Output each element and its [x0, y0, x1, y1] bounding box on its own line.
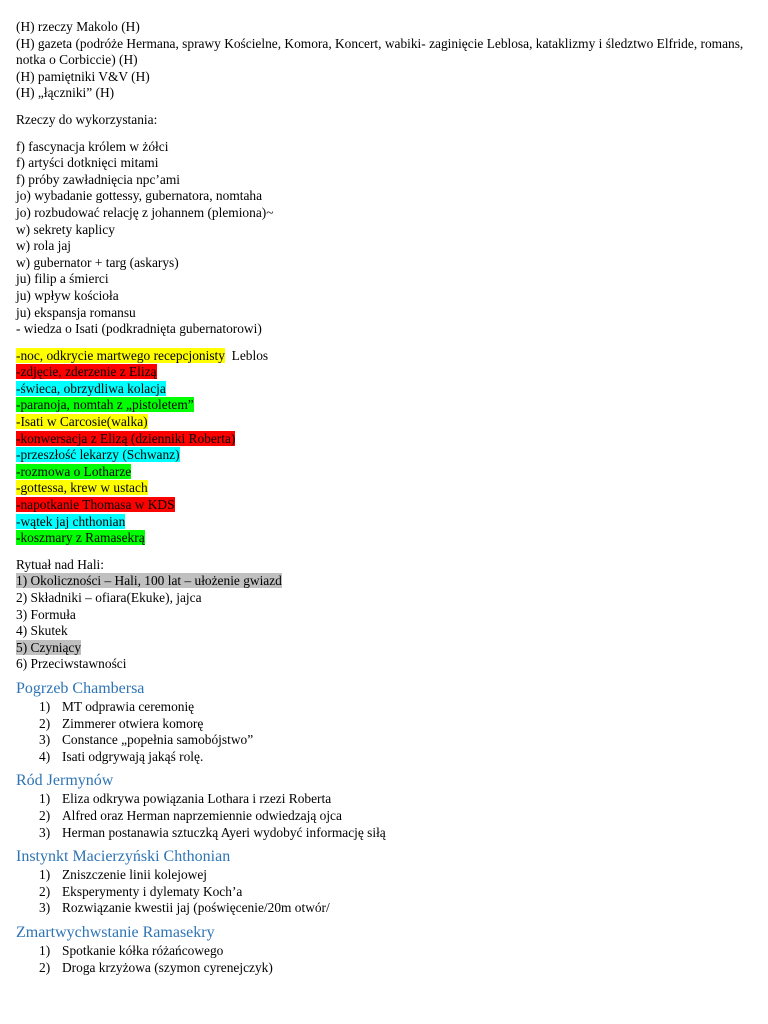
- list-item: 1) Spotkanie kółka różańcowego: [39, 942, 224, 958]
- list-item-text: Spotkanie kółka różańcowego: [62, 942, 224, 958]
- highlighted-item: [16, 348, 752, 365]
- ritual-item-text: 1) Okoliczności – Hali, 100 lat – ułożenie gwiazd: [16, 573, 282, 589]
- list-item-text: Herman postanawia sztuczką Ayeri wydobyć informację siłą: [62, 824, 386, 840]
- highlighted-item: [16, 464, 752, 481]
- list-item-text: Constance „popełnia samobójstwo”: [62, 732, 254, 748]
- things-item: jo) rozbudować relację z johannem (plemiona)~: [16, 204, 274, 220]
- list-item: 1) Zniszczenie linii kolejowej: [39, 867, 208, 883]
- numbered-list: [16, 699, 752, 765]
- things-item: w) sekrety kaplicy: [16, 221, 115, 237]
- section-heading: Zmartwychwstanie Ramasekry: [16, 923, 215, 941]
- highlighted-item: [16, 480, 752, 497]
- highlighted-item: [16, 530, 752, 547]
- list-item: 3) Constance „popełnia samobójstwo”: [39, 732, 254, 748]
- ritual-item: [16, 607, 752, 624]
- ritual-item-text: 3) Formuła: [16, 606, 76, 622]
- intro-line: (H) rzeczy Makolo (H): [16, 19, 140, 34]
- highlighted-text: -paranoja, nomtah z „pistoletem”: [16, 397, 194, 413]
- section-heading: Instynkt Macierzyński Chthonian: [16, 848, 231, 866]
- list-item-text: Isati odgrywają jakąś rolę.: [62, 748, 204, 764]
- list-item-text: Eliza odkrywa powiązania Lothara i rzezi Roberta: [62, 791, 332, 807]
- intro-line: (H) gazeta (podróże Hermana, sprawy Kościelne, Komora, Koncert, wabiki- zaginięcie Leblosa, kataklizmy i śledztwo Elfride, romans, notka o Corbiccie) (H): [16, 35, 747, 68]
- things-item: f) fascynacja królem w żółci: [16, 138, 169, 154]
- things-item: - wiedza o Isati (podkradnięta gubernatorowi): [16, 321, 262, 337]
- highlighted-text: -wątek jaj chthonian: [16, 513, 126, 529]
- ritual-title: Rytuał nad Hali:: [16, 556, 104, 572]
- ritual-item-text: 2) Składniki – ofiara(Ekuke), jajca: [16, 590, 202, 605]
- section-heading: Pogrzeb Chambersa: [16, 679, 145, 697]
- highlighted-item: [16, 364, 752, 381]
- ritual-item: [16, 590, 752, 607]
- list-item-text: Zimmerer otwiera komorę: [62, 715, 204, 731]
- things-title: Rzeczy do wykorzystania:: [16, 111, 158, 127]
- highlighted-item: [16, 514, 752, 531]
- highlighted-suffix: Leblos: [224, 347, 269, 363]
- ritual-item: [16, 656, 752, 673]
- things-item: ju) filip a śmierci: [16, 271, 109, 287]
- highlighted-text: -Isati w Carcosie(walka): [16, 414, 148, 430]
- ritual-item: [16, 623, 752, 640]
- things-item: w) rola jaj: [16, 238, 72, 254]
- highlighted-item: [16, 431, 752, 448]
- highlighted-item: [16, 397, 752, 414]
- ritual-item-text: 4) Skutek: [16, 623, 68, 639]
- things-item: f) artyści dotknięci mitami: [16, 155, 159, 171]
- list-item: 3) Herman postanawia sztuczką Ayeri wydobyć informację siłą: [39, 824, 386, 840]
- highlighted-text: -noc, odkrycie martwego recepcjonisty: [16, 347, 225, 363]
- things-list: [16, 139, 752, 338]
- highlighted-text: -przeszłość lekarzy (Schwanz): [16, 447, 180, 463]
- ritual-list: [16, 573, 752, 673]
- things-item: jo) wybadanie gottessy, gubernatora, nomtaha: [16, 188, 263, 204]
- list-item: 2) Eksperymenty i dylematy Koch’a: [39, 883, 243, 899]
- section-heading: Ród Jermynów: [16, 772, 114, 790]
- things-item: w) gubernator + targ (askarys): [16, 254, 179, 270]
- list-item-text: Eksperymenty i dylematy Koch’a: [62, 883, 243, 899]
- section-zmartwychwstanie: [16, 923, 752, 976]
- list-item: 2) Alfred oraz Herman naprzemiennie odwiedzają ojca: [39, 807, 342, 823]
- highlighted-text: -konwersacja z Elizą (dzienniki Roberta): [16, 430, 236, 446]
- highlighted-item: [16, 497, 752, 514]
- numbered-list: [16, 791, 752, 841]
- list-item-text: MT odprawia ceremonię: [62, 698, 195, 714]
- list-item: 4) Isati odgrywają jakąś rolę.: [39, 748, 204, 764]
- highlighted-text: -zdjęcie, zderzenie z Elizą: [16, 364, 157, 380]
- ritual-item: [16, 640, 752, 657]
- numbered-list: [16, 867, 752, 917]
- ritual-item-text: 5) Czyniący: [16, 639, 82, 655]
- list-item: 1) MT odprawia ceremonię: [39, 698, 195, 714]
- list-item-text: Rozwiązanie kwestii jaj (poświęcenie/20m otwór/: [62, 900, 330, 916]
- intro-line: (H) pamiętniki V&V (H): [16, 68, 150, 84]
- list-item: 3) Rozwiązanie kwestii jaj (poświęcenie/20m otwór/: [39, 900, 330, 916]
- list-item-text: Zniszczenie linii kolejowej: [62, 867, 208, 883]
- highlighted-text: -świeca, obrzydliwa kolacja: [16, 380, 166, 396]
- things-item: ju) wpływ kościoła: [16, 287, 119, 303]
- intro-block: [16, 19, 752, 102]
- highlighted-text: -gottessa, krew w ustach: [16, 480, 148, 496]
- section-pogrzeb: [16, 679, 752, 765]
- highlighted-item: [16, 381, 752, 398]
- intro-line: (H) „łączniki” (H): [16, 85, 115, 101]
- highlighted-item: [16, 414, 752, 431]
- ritual-item-text: 6) Przeciwstawności: [16, 656, 127, 672]
- list-item: 2) Zimmerer otwiera komorę: [39, 715, 204, 731]
- list-item: 2) Droga krzyżowa (szymon cyrenejczyk): [39, 959, 273, 975]
- ritual-item: [16, 573, 752, 590]
- highlighted-list: [16, 348, 752, 547]
- things-item: f) próby zawładnięcia npc’ami: [16, 171, 180, 187]
- list-item-text: Droga krzyżowa (szymon cyrenejczyk): [62, 959, 273, 975]
- list-item: 1) Eliza odkrywa powiązania Lothara i rzezi Roberta: [39, 791, 332, 807]
- section-instynkt: [16, 847, 752, 917]
- things-item: ju) ekspansja romansu: [16, 304, 136, 320]
- highlighted-item: [16, 447, 752, 464]
- highlighted-text: -napotkanie Thomasa w KDS: [16, 497, 175, 513]
- highlighted-text: -koszmary z Ramasekrą: [16, 530, 145, 546]
- highlighted-text: -rozmowa o Lotharze: [16, 463, 132, 479]
- numbered-list: [16, 943, 752, 976]
- section-rod-jermynow: [16, 771, 752, 841]
- list-item-text: Alfred oraz Herman naprzemiennie odwiedzają ojca: [62, 807, 342, 823]
